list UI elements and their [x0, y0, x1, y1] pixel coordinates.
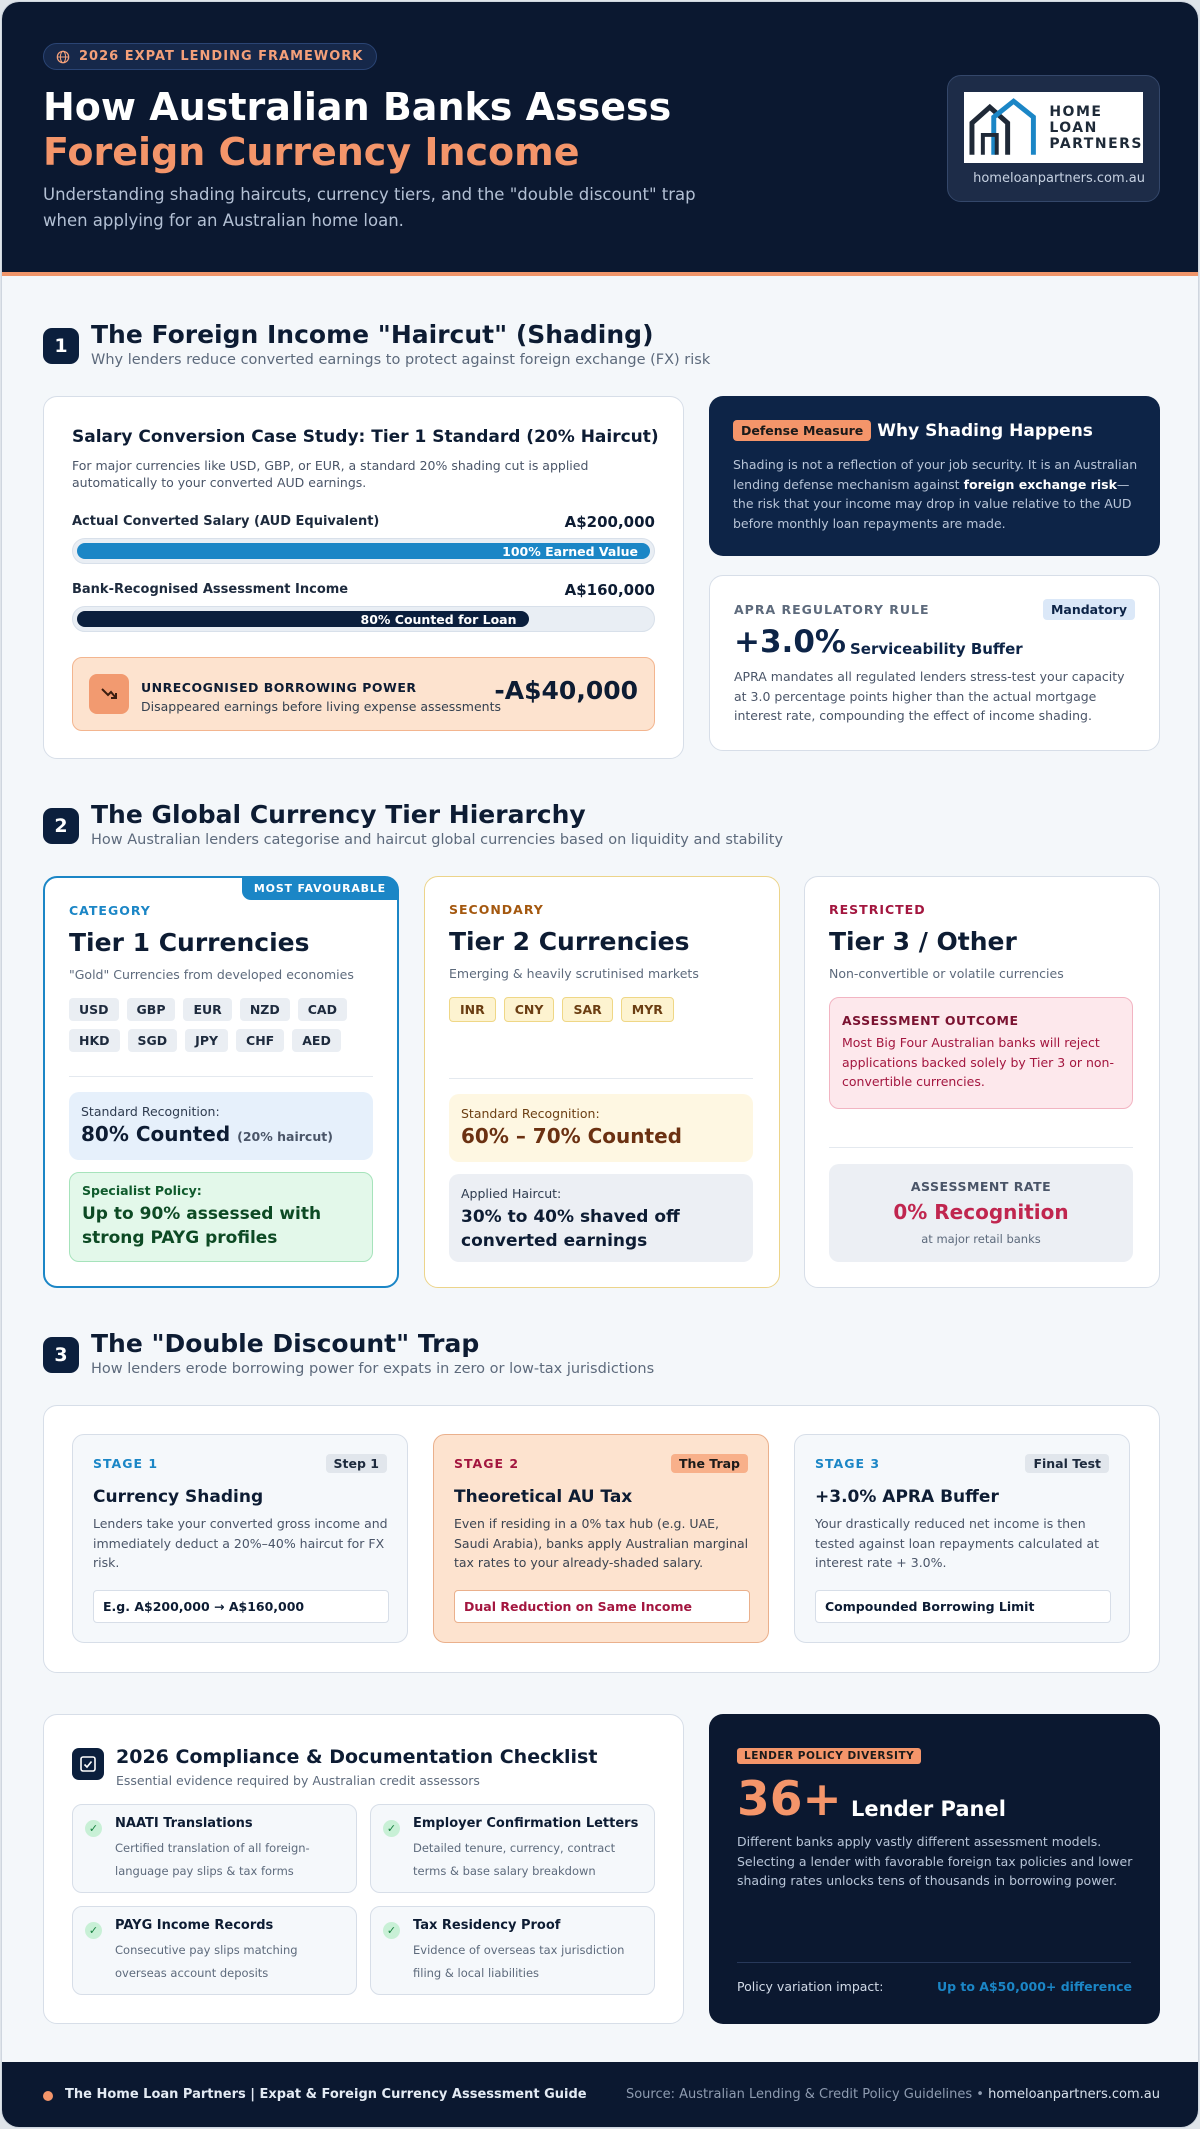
tier-1-name: Tier 1 Currencies — [69, 928, 310, 957]
stage-2-label: STAGE 2 — [454, 1456, 520, 1471]
footer-dot-icon — [43, 2091, 53, 2101]
checklist-item-description: Consecutive pay slips matching overseas account deposits — [115, 1943, 298, 1980]
logo-word-3: PARTNERS — [1049, 135, 1143, 152]
assessment-outcome-label: ASSESSMENT OUTCOME — [842, 1013, 1019, 1028]
stage-3-text: Your drastically reduced net income is then tested against loan repayments calculated at interest rate + 3.0%. — [815, 1516, 1100, 1570]
currency-chip: CAD — [298, 998, 347, 1021]
section-1-subtitle: Why lenders reduce converted earnings to protect against foreign exchange (FX) risk — [91, 352, 711, 368]
counted-value-bar-label: 80% Counted for Loan — [360, 611, 517, 627]
currency-chip: GBP — [127, 998, 176, 1021]
page-title-accent: Foreign Currency Income — [43, 130, 580, 174]
footer-source — [626, 2087, 1160, 2102]
check-icon: ✓ — [85, 1922, 102, 1939]
apra-rule-card — [709, 575, 1160, 751]
section-1-title: The Foreign Income "Haircut" (Shading) — [91, 320, 654, 349]
checklist-icon — [72, 1748, 104, 1780]
unrecognised-borrowing-callout — [72, 657, 655, 731]
most-favourable-ribbon: MOST FAVOURABLE — [242, 877, 398, 900]
policy-impact-value: Up to A$50,000+ difference — [936, 1979, 1132, 1994]
check-icon: ✓ — [383, 1820, 400, 1837]
earned-value-bar-fill — [77, 543, 650, 559]
brand-logo-card[interactable] — [947, 75, 1160, 202]
trend-down-icon — [89, 674, 129, 714]
section-1-number: 1 — [43, 328, 79, 364]
assessment-income-label: Bank-Recognised Assessment Income — [72, 582, 349, 597]
footer-url-link[interactable]: homeloanpartners.com.au — [988, 2087, 1160, 2102]
case-study-card — [43, 396, 684, 759]
logo-word-2: LOAN — [1049, 119, 1098, 136]
why-shading-title: Why Shading Happens — [877, 420, 1093, 441]
policy-impact-label: Policy variation impact: — [737, 1979, 884, 1994]
stage-1-card — [72, 1434, 408, 1643]
checklist-subtitle: Essential evidence required by Australian credit assessors — [116, 1773, 480, 1788]
case-study-title: Salary Conversion Case Study: Tier 1 Standard (20% Haircut) — [72, 427, 659, 447]
stage-1-label: STAGE 1 — [93, 1456, 159, 1471]
currency-chip: SGD — [128, 1029, 178, 1052]
stage-1-text: Lenders take your converted gross income and immediately deduct a 20%–40% haircut for FX risk. — [93, 1516, 388, 1570]
checklist-item — [370, 1804, 655, 1893]
tier-2-standard-recognition — [449, 1094, 753, 1162]
tier-2-description: Emerging & heavily scrutinised markets — [449, 966, 699, 981]
checklist-item-description: Certified translation of all foreign-language pay slips & tax forms — [115, 1841, 310, 1878]
stage-1-tag: Step 1 — [326, 1454, 387, 1473]
lender-count: 36+ — [737, 1772, 842, 1827]
tier-2-recognition-label: Standard Recognition: — [461, 1106, 600, 1121]
checklist-item-title: Tax Residency Proof — [413, 1918, 561, 1933]
counted-value-bar-fill — [77, 611, 529, 627]
footer-source-text: Source: Australian Lending & Credit Policy Guidelines • — [625, 2087, 989, 2102]
checklist-item-title: NAATI Translations — [115, 1816, 253, 1831]
applied-haircut-label: Applied Haircut: — [461, 1186, 562, 1201]
globe-icon — [56, 50, 70, 64]
currency-chip: USD — [69, 998, 119, 1021]
currency-chip: AED — [292, 1029, 341, 1052]
currency-chip: MYR — [621, 997, 674, 1022]
stage-2-card — [433, 1434, 769, 1643]
footer — [2, 2062, 1199, 2128]
currency-chip: CNY — [504, 997, 555, 1022]
stage-3-title: +3.0% APRA Buffer — [815, 1487, 999, 1507]
tier-1-standard-recognition — [69, 1092, 373, 1160]
loss-title: UNRECOGNISED BORROWING POWER — [141, 680, 417, 695]
brand-logo — [964, 92, 1143, 163]
divider — [737, 1962, 1131, 1963]
tier-3-category: RESTRICTED — [829, 902, 926, 917]
apra-rule-text: APRA mandates all regulated lenders stress-test your capacity at 3.0 percentage points higher than the actual mortgage interest rate, compounding the effect of income shading. — [734, 669, 1125, 723]
framework-tag — [43, 43, 377, 70]
currency-chip: JPY — [185, 1029, 228, 1052]
currency-chip: NZD — [240, 998, 290, 1021]
tier-3-description: Non-convertible or volatile currencies — [829, 966, 1064, 981]
tier-1-recognition-label: Standard Recognition: — [81, 1104, 220, 1119]
apra-buffer-value: +3.0% — [734, 624, 846, 660]
assessment-rate-label: ASSESSMENT RATE — [910, 1179, 1052, 1194]
apra-buffer-label: Serviceability Buffer — [850, 640, 1023, 658]
loss-value: -A$40,000 — [494, 676, 638, 705]
assessment-rate-note: at major retail banks — [921, 1232, 1041, 1246]
loss-subtitle: Disappeared earnings before living expense assessments — [141, 699, 502, 714]
footer-title: The Home Loan Partners | Expat & Foreign Currency Assessment Guide — [65, 2087, 587, 2102]
page-subtitle: Understanding shading haircuts, currency tiers, and the "double discount" trap when applying for an Australian home loan. — [43, 185, 696, 230]
counted-value-bar — [72, 606, 655, 632]
stage-2-example: Dual Reduction on Same Income — [454, 1590, 750, 1623]
stage-2-title: Theoretical AU Tax — [454, 1487, 633, 1507]
tier-1-category: CATEGORY — [69, 903, 151, 918]
page — [1, 1, 1199, 2128]
checklist-item — [72, 1804, 357, 1893]
tier-3-name: Tier 3 / Other — [829, 927, 1017, 956]
earned-value-bar-label: 100% Earned Value — [502, 543, 638, 559]
tier-1-card — [43, 876, 399, 1288]
section-3-subtitle: How lenders erode borrowing power for expats in zero or low-tax jurisdictions — [91, 1361, 655, 1377]
specialist-policy-value: Up to 90% assessed with strong PAYG profiles — [82, 1204, 322, 1248]
earned-value-bar — [72, 538, 655, 564]
assessment-outcome-text: Most Big Four Australian banks will reject applications backed solely by Tier 3 or non-convertible currencies. — [842, 1035, 1114, 1089]
tier-1-currency-chips — [69, 998, 369, 1052]
mandatory-badge: Mandatory — [1043, 599, 1135, 620]
double-discount-card — [43, 1405, 1160, 1673]
tier-2-card — [424, 876, 780, 1288]
checklist-item — [370, 1906, 655, 1995]
currency-chip: HKD — [69, 1029, 120, 1052]
section-3-title: The "Double Discount" Trap — [91, 1329, 480, 1358]
section-2-number: 2 — [43, 808, 79, 844]
currency-chip: SAR — [562, 997, 612, 1022]
actual-salary-value: A$200,000 — [564, 513, 655, 531]
tier-2-category: SECONDARY — [449, 902, 544, 917]
tier-3-card — [804, 876, 1160, 1288]
checklist-item-description: Detailed tenure, currency, contract terms & base salary breakdown — [413, 1841, 616, 1878]
house-logo-icon — [968, 97, 1039, 159]
lender-panel-label: Lender Panel — [851, 1797, 1006, 1821]
divider — [829, 1147, 1133, 1148]
defense-measure-badge: Defense Measure — [733, 420, 871, 441]
divider — [449, 1078, 753, 1079]
check-icon: ✓ — [85, 1820, 102, 1837]
assessment-outcome-box — [829, 997, 1133, 1109]
section-2-title: The Global Currency Tier Hierarchy — [91, 800, 586, 829]
specialist-policy-label: Specialist Policy: — [82, 1183, 202, 1198]
framework-tag-label: 2026 EXPAT LENDING FRAMEWORK — [79, 49, 364, 64]
lender-policy-tag: LENDER POLICY DIVERSITY — [737, 1748, 921, 1764]
lender-panel-text: Different banks apply vastly different assessment models. Selecting a lender with favorable foreign tax policies and lower shading rates unlocks tens of thousands in borrowing power. — [737, 1834, 1133, 1888]
divider — [69, 1076, 373, 1077]
checklist-item-description: Evidence of overseas tax jurisdiction filing & local liabilities — [413, 1943, 625, 1980]
checklist-item — [72, 1906, 357, 1995]
applied-haircut-value: 30% to 40% shaved off converted earnings — [461, 1207, 680, 1251]
stage-3-example: Compounded Borrowing Limit — [815, 1590, 1111, 1623]
lender-panel-card — [709, 1714, 1160, 2024]
checklist-item-title: PAYG Income Records — [115, 1918, 274, 1933]
hero-header — [2, 2, 1199, 276]
tier-1-description: "Gold" Currencies from developed economies — [69, 967, 354, 982]
why-shading-card — [709, 396, 1160, 556]
stage-3-card — [794, 1434, 1130, 1643]
stage-3-label: STAGE 3 — [815, 1456, 881, 1471]
stage-2-tag: The Trap — [671, 1454, 748, 1473]
stage-3-tag: Final Test — [1025, 1454, 1109, 1473]
page-title: How Australian Banks Assess — [43, 85, 672, 129]
check-icon: ✓ — [383, 1922, 400, 1939]
stage-1-title: Currency Shading — [93, 1487, 264, 1507]
tier-2-currency-chips — [449, 997, 749, 1022]
case-study-description: For major currencies like USD, GBP, or EUR, a standard 20% shading cut is applied automatically to your converted AUD earnings. — [72, 458, 589, 490]
section-3-number: 3 — [43, 1337, 79, 1373]
tier-1-recognition-value: 80% Counted — [81, 1122, 231, 1146]
tier-1-specialist-policy — [69, 1172, 373, 1262]
apra-rule-label: APRA REGULATORY RULE — [734, 602, 930, 617]
tier-2-applied-haircut — [449, 1174, 753, 1262]
checklist-item-title: Employer Confirmation Letters — [413, 1816, 639, 1831]
tier-2-name: Tier 2 Currencies — [449, 927, 690, 956]
tier-2-recognition-value: 60% – 70% Counted — [461, 1124, 682, 1148]
checklist-title: 2026 Compliance & Documentation Checklist — [116, 1746, 598, 1768]
currency-chip: INR — [449, 997, 496, 1022]
why-shading-text: Shading is not a reflection of your job security. It is an Australian lending defense mechanism against foreign exchange risk—the risk that your income may drop in value relative to the AUD before monthly loan repayments are made. — [733, 457, 1138, 531]
assessment-rate-box — [829, 1164, 1133, 1262]
currency-chip: CHF — [236, 1029, 284, 1052]
logo-url[interactable]: homeloanpartners.com.au — [973, 171, 1145, 186]
assessment-rate-value: 0% Recognition — [893, 1200, 1069, 1224]
stage-1-example: E.g. A$200,000 → A$160,000 — [93, 1590, 389, 1623]
assessment-income-value: A$160,000 — [564, 581, 655, 599]
currency-chip: EUR — [183, 998, 231, 1021]
actual-salary-label: Actual Converted Salary (AUD Equivalent) — [72, 514, 380, 529]
logo-word-1: HOME — [1049, 103, 1103, 120]
stage-2-text: Even if residing in a 0% tax hub (e.g. UAE, Saudi Arabia), banks apply Australian marginal tax rates to your already-shaded salary. — [454, 1516, 749, 1570]
tier-1-haircut-note: (20% haircut) — [237, 1129, 333, 1144]
section-2-subtitle: How Australian lenders categorise and haircut global currencies based on liquidity and stability — [91, 832, 784, 848]
compliance-checklist-card — [43, 1714, 684, 2024]
